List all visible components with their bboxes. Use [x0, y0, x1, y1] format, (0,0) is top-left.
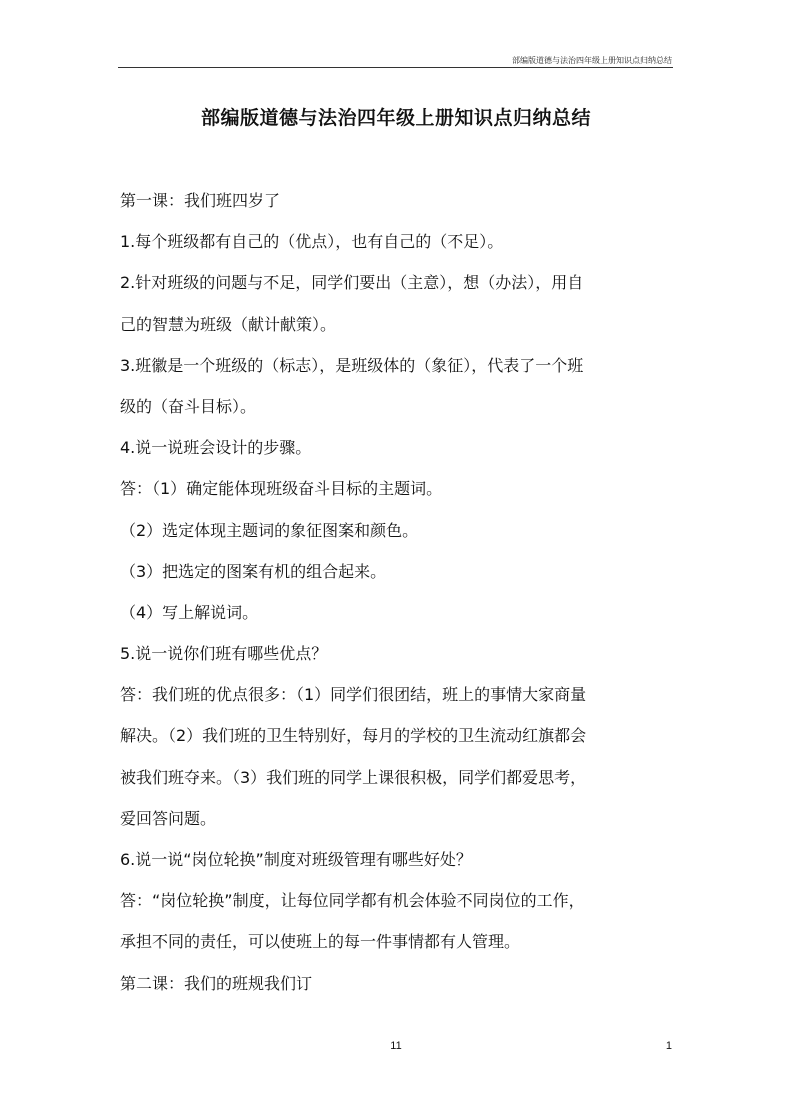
answer-line: 解决。（2）我们班的卫生特别好，每月的学校的卫生流动红旗都会 [120, 726, 587, 746]
answer-line: （4）写上解说词。 [120, 602, 259, 622]
answer-line: 答：（1）确定能体现班级奋斗目标的主题词。 [120, 479, 443, 499]
answer-line: 爱回答问题。 [120, 808, 217, 828]
footer-page-number: 11 [390, 1040, 402, 1052]
running-header-title: 部编版道德与法治四年级上册知识点归纳总结 [512, 56, 672, 65]
text-line: 己的智慧为班级（献计献策）。 [120, 314, 337, 334]
header-divider [118, 67, 673, 68]
question-line: 6.说一说“岗位轮换”制度对班级管理有哪些好处？ [120, 850, 472, 869]
text-line: 1.每个班级都有自己的（优点），也有自己的（不足）。 [120, 232, 504, 252]
text-line: 3.班徽是一个班级的（标志），是班级体的（象征），代表了一个班 [120, 355, 584, 375]
text-line: 2.针对班级的问题与不足，同学们要出（主意），想（办法），用自 [120, 273, 584, 293]
document-title: 部编版道德与法治四年级上册知识点归纳总结 [200, 107, 591, 129]
text-line: 级的（奋斗目标）。 [120, 396, 257, 416]
question-line: 5.说一说你们班有哪些优点？ [120, 644, 328, 664]
answer-line: （2）选定体现主题词的象征图案和颜色。 [120, 520, 419, 540]
question-line: 4.说一说班会设计的步骤。 [120, 438, 312, 458]
document-body [120, 180, 680, 1004]
lesson-heading: 第二课：我们的班规我们订 [120, 973, 313, 993]
answer-line: 答：“岗位轮换”制度，让每位同学都有机会体验不同岗位的工作， [120, 891, 585, 911]
answer-line: （3）把选定的图案有机的组合起来。 [120, 561, 387, 581]
answer-line: 承担不同的责任，可以使班上的每一件事情都有人管理。 [120, 932, 521, 952]
footer-page-index: 1 [665, 1040, 672, 1052]
answer-line: 答：我们班的优点很多：（1）同学们很团结，班上的事情大家商量 [120, 685, 587, 705]
lesson-heading: 第一课：我们班四岁了 [120, 191, 281, 210]
answer-line: 被我们班夺来。（3）我们班的同学上课很积极，同学们都爱思考， [120, 767, 587, 787]
